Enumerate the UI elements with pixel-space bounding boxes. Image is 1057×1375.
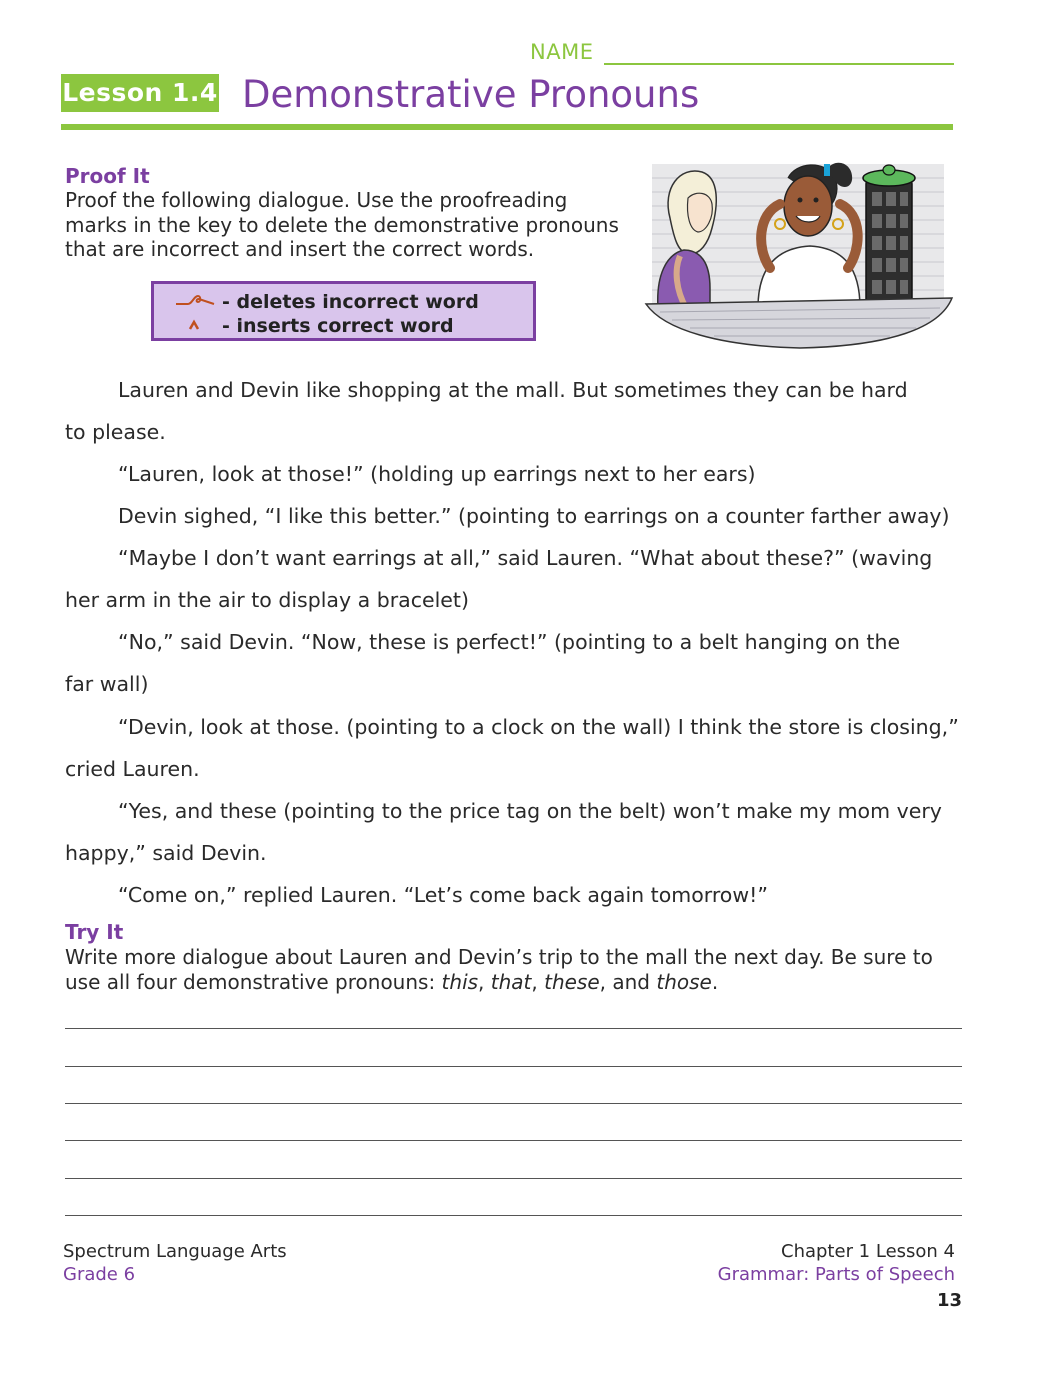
story-line: to please. <box>65 420 166 444</box>
footer-grade: Grade 6 <box>63 1264 136 1285</box>
story-line: “Come on,” replied Lauren. “Let’s come back again tomorrow!” <box>118 883 768 907</box>
footer-chapter-lesson: Chapter 1 Lesson 4 <box>781 1241 955 1262</box>
instruction-line: marks in the key to delete the demonstrative pronouns <box>65 212 619 237</box>
instruction-line: Write more dialogue about Lauren and Devin’s trip to the mall the next day. Be sure to <box>65 945 933 969</box>
story-line: far wall) <box>65 672 149 696</box>
delete-mark-label: - deletes incorrect word <box>222 291 479 313</box>
page-number: 13 <box>936 1290 962 1311</box>
name-write-line[interactable] <box>604 63 954 65</box>
page-title: Demonstrative Pronouns <box>242 73 700 116</box>
lesson-badge: Lesson 1.4 <box>61 74 219 112</box>
story-line: Lauren and Devin like shopping at the mall. But sometimes they can be hard <box>118 378 908 402</box>
story-line: Devin sighed, “I like this better.” (pointing to earrings on a counter farther away) <box>118 504 950 528</box>
story-line: “Yes, and these (pointing to the price tag on the belt) won’t make my mom very <box>118 799 942 823</box>
proof-it-heading: Proof It <box>65 164 150 188</box>
instruction-prefix: use all four demonstrative pronouns: <box>65 969 442 994</box>
key-row-insert <box>174 314 454 338</box>
pronoun-this: this <box>441 969 479 994</box>
instruction-line <box>65 970 965 995</box>
shopping-illustration <box>640 158 958 352</box>
writing-line[interactable] <box>65 1066 962 1067</box>
proof-it-instructions <box>65 188 645 262</box>
pronoun-these: these <box>544 969 600 994</box>
pronoun-that: that <box>490 969 532 994</box>
separator: , <box>531 969 545 994</box>
story-line: “Devin, look at those. (pointing to a clock on the wall) I think the store is closing,” <box>118 715 959 739</box>
footer-book-title: Spectrum Language Arts <box>63 1241 287 1262</box>
story-line: cried Lauren. <box>65 757 200 781</box>
story-line: “No,” said Devin. “Now, these is perfect!” (pointing to a belt hanging on the <box>118 630 901 654</box>
separator: , <box>478 969 491 994</box>
instruction-line: Proof the following dialogue. Use the proofreading <box>65 188 568 212</box>
instruction-line: that are incorrect and insert the correct words. <box>65 237 535 261</box>
footer-topic: Grammar: Parts of Speech <box>717 1264 955 1285</box>
writing-line[interactable] <box>65 1103 962 1104</box>
try-it-instructions <box>65 945 965 994</box>
separator: , and <box>599 969 657 994</box>
caret-insert-icon <box>174 314 222 338</box>
writing-line[interactable] <box>65 1178 962 1179</box>
name-label: NAME <box>530 40 594 64</box>
insert-mark-label: - inserts correct word <box>222 315 454 337</box>
sentence-end: . <box>711 969 719 994</box>
header-divider <box>61 124 953 130</box>
delete-mark-icon <box>174 290 222 314</box>
writing-line[interactable] <box>65 1215 962 1216</box>
key-row-delete <box>174 290 479 314</box>
story-line: her arm in the air to display a bracelet) <box>65 588 469 612</box>
story-line: happy,” said Devin. <box>65 841 267 865</box>
story-line: “Lauren, look at those!” (holding up earrings next to her ears) <box>118 462 756 486</box>
pronoun-those: those <box>656 969 712 994</box>
try-it-heading: Try It <box>65 920 124 944</box>
writing-line[interactable] <box>65 1028 962 1029</box>
writing-line[interactable] <box>65 1140 962 1141</box>
story-line: “Maybe I don’t want earrings at all,” said Lauren. “What about these?” (waving <box>118 546 933 570</box>
proofreading-key <box>151 281 536 341</box>
